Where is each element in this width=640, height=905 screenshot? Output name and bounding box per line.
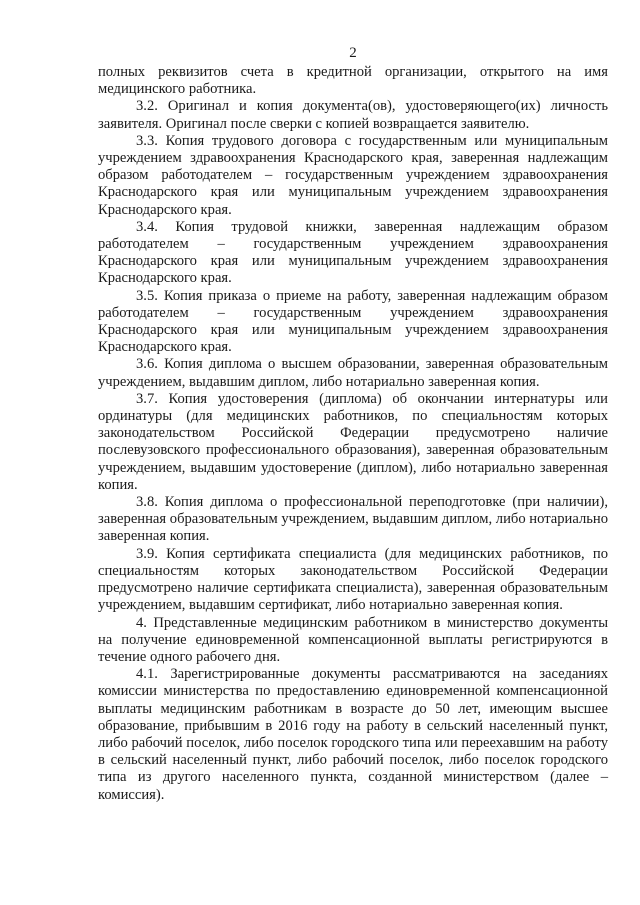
document-page [98,44,608,804]
paragraph-continuation: полных реквизитов счета в кредитной организации, открытого на имя медицинского работника. [98,64,608,98]
page-number: 2 [349,45,357,61]
paragraph-3-3: 3.3. Копия трудового договора с государственным или муниципальным учреждением здравоохранения Краснодарского края, заверенная надлежащим образом работодателем – государственным учреждением здравоохранения Краснодарского края или муниципальным учреждением здравоохранения Краснодарского края. [98,132,608,218]
paragraph-3-6: 3.6. Копия диплома о высшем образовании, заверенная образовательным учреждением, выдавшим диплом, либо нотариально заверенная копия. [98,356,608,390]
paragraph-4-1: 4.1. Зарегистрированные документы рассматриваются на заседаниях комиссии министерства по предоставлению единовременной компенсационной выплаты медицинским работникам в возрасте до 50 лет, имеющим высшее образование, прибывшим в 2016 году на работу в сельский населенный пункт, либо рабочий поселок, либо поселок городского типа или переехавшим на работу в сельский населенный пункт, либо рабочий поселок, либо поселок городского типа из другого населенного пункта, созданной министерством (далее – комиссия). [98,666,608,803]
paragraph-3-9: 3.9. Копия сертификата специалиста (для медицинских работников, по специальностям которых законодательством Российской Федерации предусмотрено наличие сертификата специалиста), заверенная образовательным учреждением, выдавшим сертификат, либо нотариально заверенная копия. [98,545,608,614]
paragraph-3-7: 3.7. Копия удостоверения (диплома) об окончании интернатуры или ординатуры (для медицинских работников, по специальностям которых законодательством Российской Федерации предусмотрено наличие послевузовского профессионального образования), заверенная образовательным учреждением, выдавшим удостоверение (диплом), либо нотариально заверенная копия. [98,390,608,493]
paragraph-3-5: 3.5. Копия приказа о приеме на работу, заверенная надлежащим образом работодателем – государственным учреждением здравоохранения Краснодарского края или муниципальным учреждением здравоохранения Краснодарского края. [98,287,608,356]
paragraph-4: 4. Представленные медицинским работником в министерство документы на получение единовременной компенсационной выплаты регистрируются в течение одного рабочего дня. [98,614,608,665]
paragraph-3-4: 3.4. Копия трудовой книжки, заверенная надлежащим образом работодателем – государственным учреждением здравоохранения Краснодарского края или муниципальным учреждением здравоохранения Краснодарского края. [98,218,608,287]
paragraph-3-2: 3.2. Оригинал и копия документа(ов), удостоверяющего(их) личность заявителя. Оригинал после сверки с копией возвращается заявителю. [98,98,608,132]
paragraph-3-8: 3.8. Копия диплома о профессиональной переподготовке (при наличии), заверенная образовательным учреждением, выдавшим диплом, либо нотариально заверенная копия. [98,494,608,545]
